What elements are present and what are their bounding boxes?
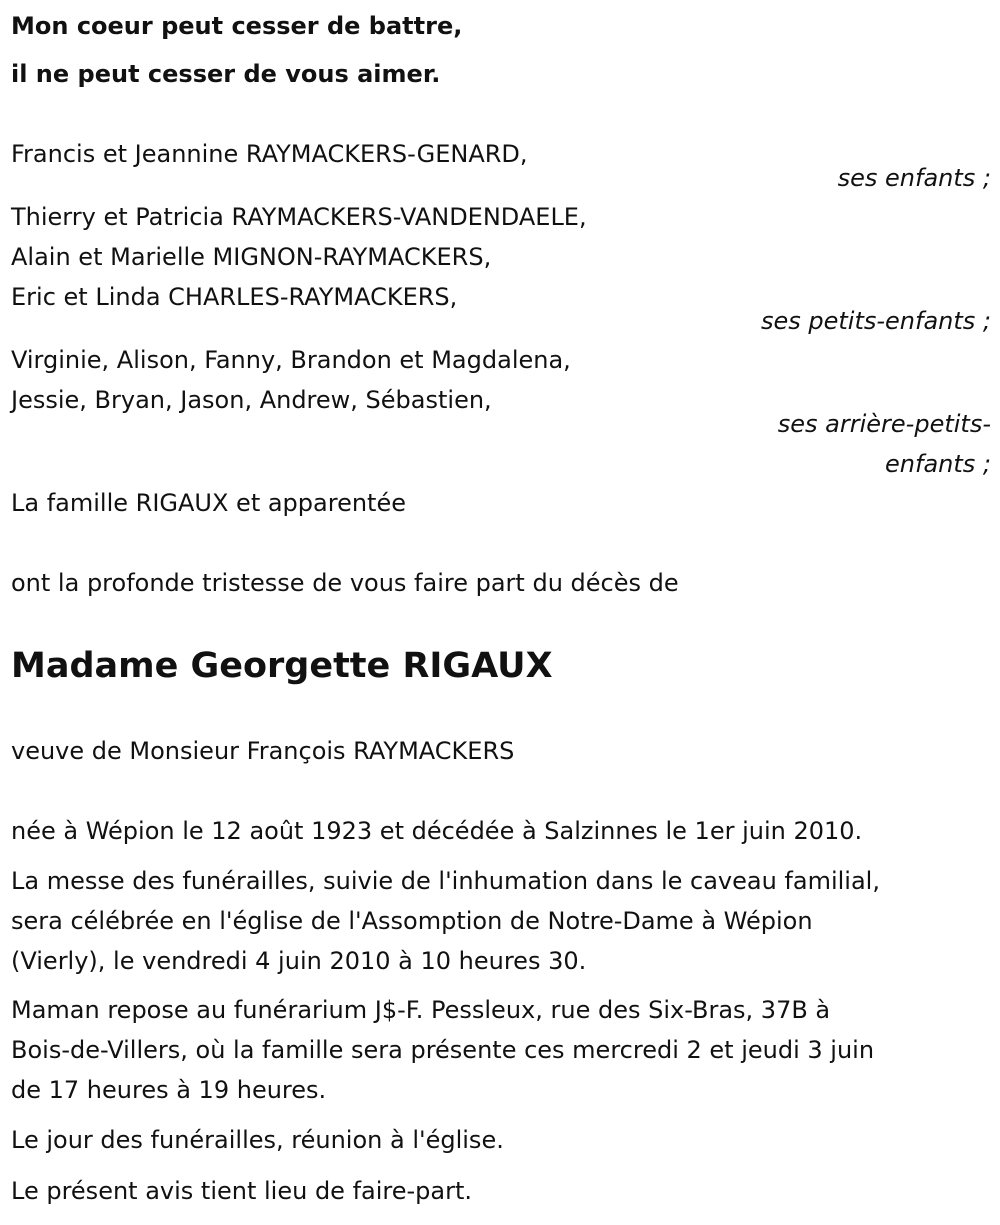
header-line-1: Mon coeur peut cesser de battre,	[11, 12, 463, 40]
birth-death-line: née à Wépion le 12 août 1923 et décédée à Salzinnes le 1er juin 2010.	[11, 817, 863, 845]
notice-line: Le présent avis tient lieu de faire-part.	[11, 1177, 473, 1205]
header-line-2: il ne peut cesser de vous aimer.	[11, 60, 441, 88]
children-name: Francis et Jeannine RAYMACKERS-GENARD,	[11, 140, 528, 168]
grandchildren-role: ses petits-enfants ;	[760, 307, 991, 335]
great-grandchild-names: Virginie, Alison, Fanny, Brandon et Magdalena,	[11, 346, 571, 374]
funeral-line: La messe des funérailles, suivie de l'inhumation dans le caveau familial,	[11, 867, 880, 895]
great-grandchild-names: Jessie, Bryan, Jason, Andrew, Sébastien,	[11, 386, 492, 414]
grandchild-name: Alain et Marielle MIGNON-RAYMACKERS,	[11, 243, 492, 271]
funeral-line: sera célébrée en l'église de l'Assomption de Notre-Dame à Wépion	[11, 907, 813, 935]
grandchild-name: Thierry et Patricia RAYMACKERS-VANDENDAELE,	[11, 203, 587, 231]
great-grandchildren-role-2: enfants ;	[885, 450, 991, 478]
funeral-line: (Vierly), le vendredi 4 juin 2010 à 10 heures 30.	[11, 947, 587, 975]
rest-line: Maman repose au funérarium J$-F. Pessleux, rue des Six-Bras, 37B à	[11, 996, 831, 1024]
announcement-line: ont la profonde tristesse de vous faire part du décès de	[11, 569, 679, 597]
family-line: La famille RIGAUX et apparentée	[11, 489, 406, 517]
rest-line: de 17 heures à 19 heures.	[11, 1076, 327, 1104]
deceased-name: Madame Georgette RIGAUX	[11, 646, 553, 686]
meeting-line: Le jour des funérailles, réunion à l'église.	[11, 1126, 504, 1154]
rest-line: Bois-de-Villers, où la famille sera présente ces mercredi 2 et jeudi 3 juin	[11, 1036, 875, 1064]
great-grandchildren-role-1: ses arrière-petits-	[777, 410, 991, 438]
grandchild-name: Eric et Linda CHARLES-RAYMACKERS,	[11, 283, 458, 311]
children-role: ses enfants ;	[837, 164, 991, 192]
widow-of-line: veuve de Monsieur François RAYMACKERS	[11, 737, 515, 765]
